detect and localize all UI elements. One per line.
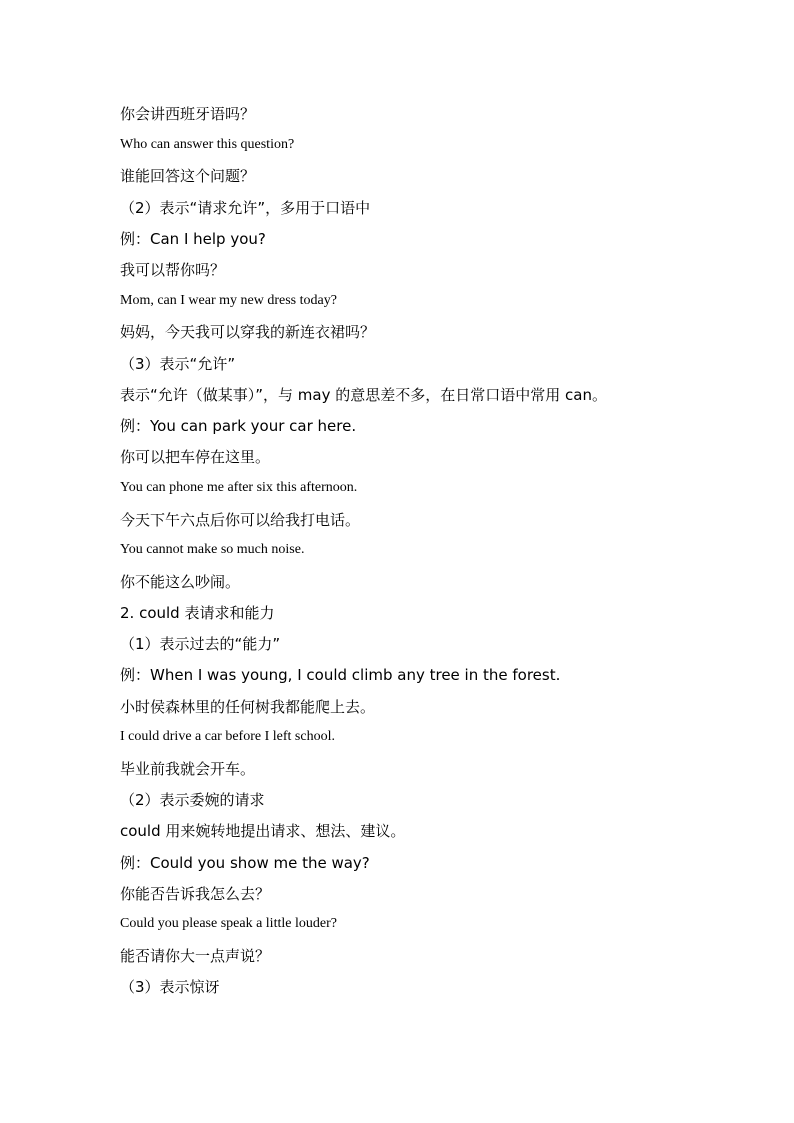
text-line: Mom, can I wear my new dress today? (120, 292, 337, 308)
section-heading: 2. could 表请求和能力 (120, 604, 275, 623)
text-line: 表示“允许（做某事）”，与 may 的意思差不多，在日常口语中常用 can。 (120, 385, 607, 404)
text-line: 你会讲西班牙语吗？ (120, 105, 256, 124)
text-line: 谁能回答这个问题？ (120, 167, 256, 186)
text-line: 你可以把车停在这里。 (120, 448, 271, 467)
text-line: You can phone me after six this afternoon. (120, 479, 358, 495)
document-body (120, 98, 700, 1002)
text-line: 毕业前我就会开车。 (120, 760, 256, 779)
section-heading: （3）表示惊讶 (120, 978, 220, 997)
text-line: 你能否告诉我怎么去？ (120, 884, 271, 903)
text-line: I could drive a car before I left school. (120, 729, 335, 745)
section-heading: （1）表示过去的“能力” (120, 635, 281, 654)
text-line: Could you please speak a little louder? (120, 916, 337, 932)
text-line: 我可以帮你吗？ (120, 261, 226, 280)
text-line: could 用来婉转地提出请求、想法、建议。 (120, 822, 406, 841)
text-line: 你不能这么吵闹。 (120, 572, 241, 591)
text-line: 今天下午六点后你可以给我打电话。 (120, 510, 361, 529)
section-heading: （3）表示“允许” (120, 354, 236, 373)
text-line: 小时侯森林里的任何树我都能爬上去。 (120, 697, 376, 716)
example-line: 例：Could you show me the way? (120, 853, 370, 872)
text-line: Who can answer this question? (120, 136, 295, 152)
text-line: 能否请你大一点声说？ (120, 947, 271, 966)
section-heading: （2）表示“请求允许”，多用于口语中 (120, 198, 371, 217)
text-line: You cannot make so much noise. (120, 542, 305, 558)
example-line: 例：Can I help you? (120, 229, 266, 248)
section-heading: （2）表示委婉的请求 (120, 791, 265, 810)
example-line: 例：You can park your car here. (120, 416, 357, 435)
example-line: 例：When I was young, I could climb any tree in the forest. (120, 666, 561, 685)
text-line: 妈妈，今天我可以穿我的新连衣裙吗？ (120, 323, 376, 342)
